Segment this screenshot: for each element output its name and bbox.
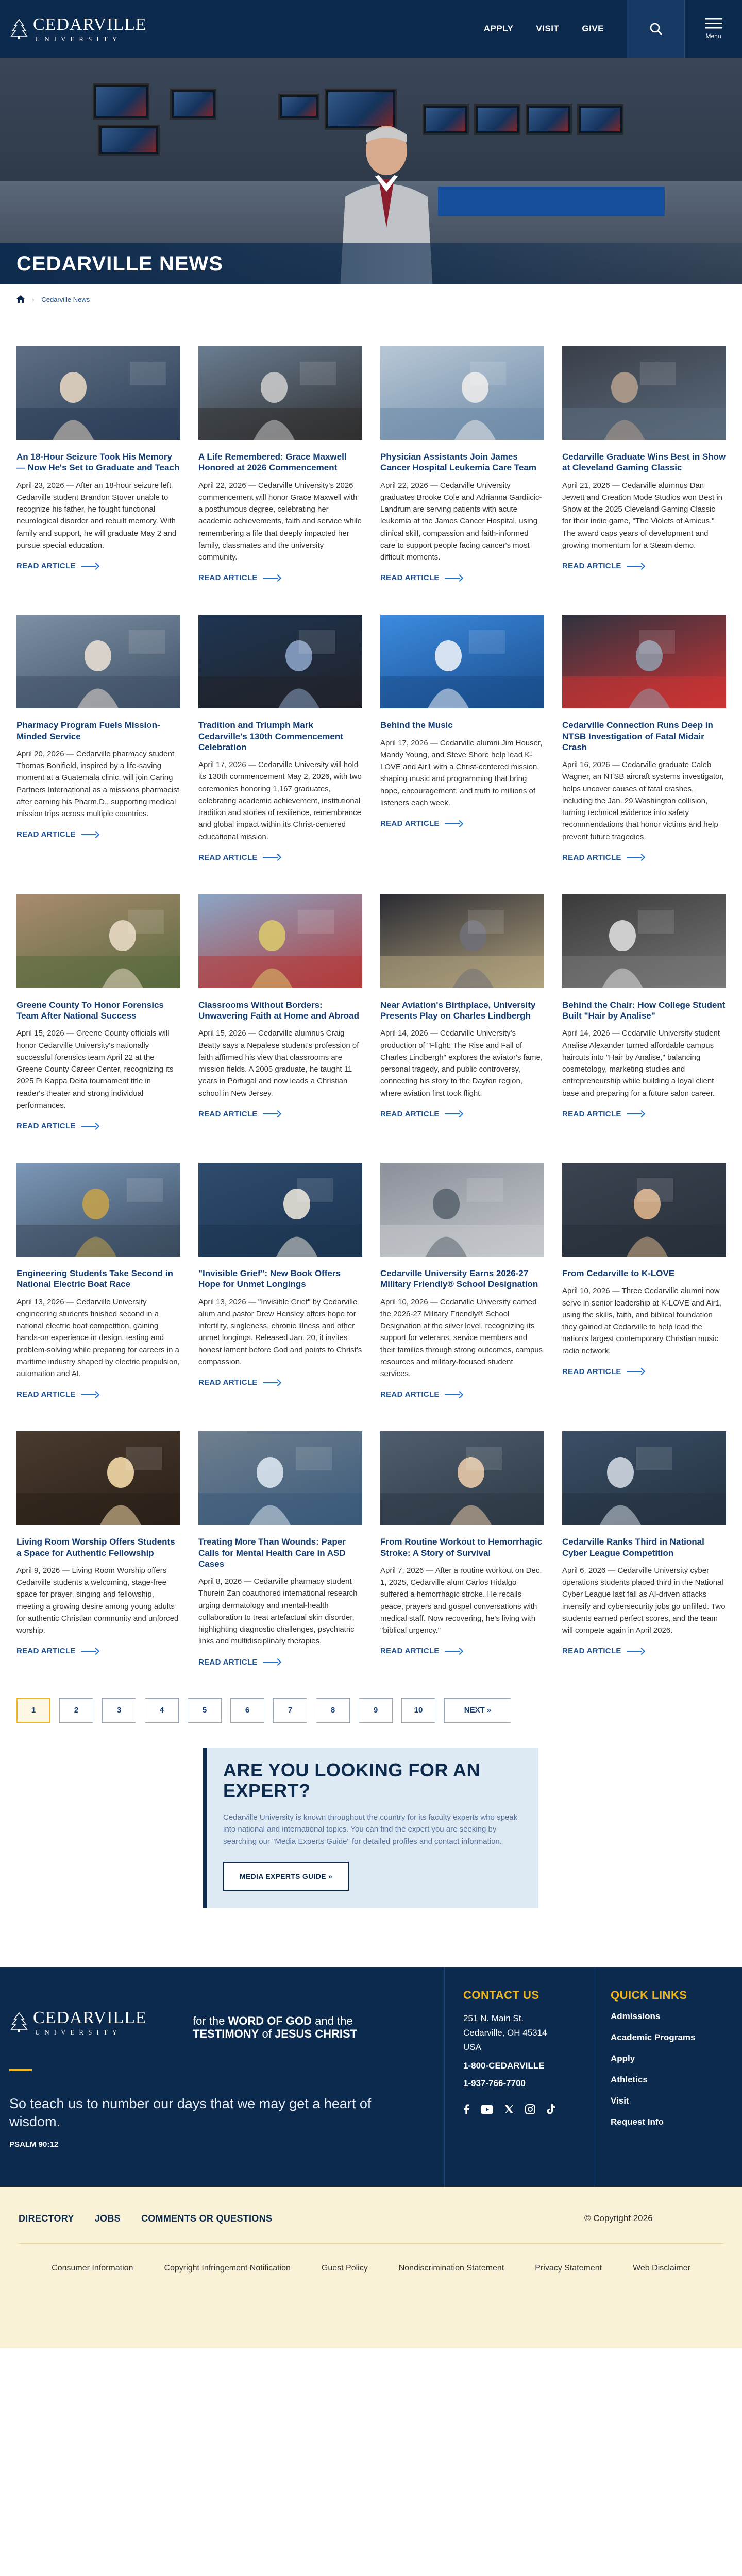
news-card-title[interactable]: From Cedarville to K-LOVE xyxy=(562,1268,675,1278)
cedar-tree-icon xyxy=(10,2012,28,2032)
footer-verse: So teach us to number our days that we may get a heart of wisdom. xyxy=(9,2095,372,2129)
news-card xyxy=(562,615,726,862)
arrow-right-icon xyxy=(627,1648,644,1654)
expert-callout xyxy=(203,1748,538,1908)
news-card-title[interactable]: From Routine Workout to Hemorrhagic Stroke: A Story of Survival xyxy=(380,1537,543,1558)
news-card-summary: April 16, 2026 — Cedarville graduate Caleb Wagner, an NTSB aircraft systems investigator, helps uncover causes of fatal crashes, including the Jan. 29 Washington collision, turning technical evidence into safety recommendations that honor victims and help prevent future tragedies. xyxy=(562,760,724,841)
read-article-link[interactable]: READ ARTICLE xyxy=(198,1658,280,1667)
news-card xyxy=(380,1431,544,1667)
directory-link[interactable]: DIRECTORY xyxy=(19,2213,74,2224)
quick-link-academic-programs[interactable]: Academic Programs xyxy=(611,2032,696,2042)
bottom-nav xyxy=(19,2213,272,2224)
news-card xyxy=(198,1431,362,1667)
footer-tagline: for the WORD OF GOD and the TESTIMONY of JESUS CHRIST xyxy=(193,2014,358,2041)
social-links xyxy=(463,2104,594,2117)
news-card-summary: April 23, 2026 — After an 18-hour seizure left Cedarville student Brandon Stover unable to recognize his father, he fought functional neurological disorder and rebuilt memory. With family and support, he will graduate May 2 and pursue special education. xyxy=(16,481,177,550)
news-card-title[interactable]: Greene County To Honor Forensics Team After National Success xyxy=(16,999,164,1021)
news-card-title[interactable]: "Invisible Grief": New Book Offers Hope for Unmet Longings xyxy=(198,1268,341,1290)
read-article-link[interactable]: READ ARTICLE xyxy=(562,1367,644,1376)
news-card-image[interactable] xyxy=(198,1431,362,1525)
breadcrumb xyxy=(0,284,742,315)
menu-label: Menu xyxy=(705,32,721,40)
news-card-image[interactable] xyxy=(198,1163,362,1257)
news-card xyxy=(380,346,544,583)
news-card-image[interactable] xyxy=(562,894,726,988)
news-card-image[interactable] xyxy=(380,615,544,708)
home-icon[interactable] xyxy=(16,295,25,304)
jobs-link[interactable]: JOBS xyxy=(94,2213,121,2224)
news-card-title[interactable]: An 18-Hour Seizure Took His Memory — Now He's Set to Graduate and Teach xyxy=(16,452,180,473)
page-2-button[interactable]: 2 xyxy=(59,1698,93,1723)
legal-links xyxy=(31,2264,711,2273)
logo-name: CEDARVILLE xyxy=(33,14,147,34)
hero-banner xyxy=(0,58,742,284)
news-card-image[interactable] xyxy=(380,1163,544,1257)
news-card-summary: April 7, 2026 — After a routine workout on Dec. 1, 2025, Cedarville alum Carlos Hidalgo suffered a hemorrhagic stroke. He recalls peace, prayers and gospel conversations with medical staff. Now recovering, he's living with "biblical urgency." xyxy=(380,1566,542,1635)
contact-address: 251 N. Main St. Cedarville, OH 45314 USA xyxy=(463,2013,547,2052)
read-article-link[interactable]: READ ARTICLE xyxy=(16,830,98,839)
nav-visit[interactable]: VISIT xyxy=(536,24,560,33)
site-header xyxy=(0,0,742,58)
nav-apply[interactable]: APPLY xyxy=(483,24,514,33)
quick-link-request-info[interactable]: Request Info xyxy=(611,2116,664,2127)
news-card xyxy=(198,615,362,862)
quick-link-admissions[interactable]: Admissions xyxy=(611,2011,661,2021)
footer-logo-subtitle: UNIVERSITY xyxy=(35,2028,122,2036)
news-card-title[interactable]: Tradition and Triumph Mark Cedarville's 130th Commencement Celebration xyxy=(198,720,343,752)
news-card-title[interactable]: Living Room Worship Offers Students a Space for Authentic Fellowship xyxy=(16,1537,175,1558)
news-card-image[interactable] xyxy=(380,1431,544,1525)
arrow-right-icon xyxy=(263,1111,280,1117)
footer-bottom xyxy=(0,2187,742,2348)
news-card-title[interactable]: Classrooms Without Borders: Unwavering Faith at Home and Abroad xyxy=(198,999,360,1021)
comments-link[interactable]: COMMENTS OR QUESTIONS xyxy=(141,2213,273,2224)
news-card-summary: April 13, 2026 — "Invisible Grief" by Cedarville alum and pastor Drew Hensley offers hope for infertility, singleness, chronic illness and other unmet longings. Released Jan. 20, it invites honest lament before God and points to Christ's compassion. xyxy=(198,1297,362,1366)
search-icon xyxy=(649,22,663,36)
news-card-title[interactable]: Engineering Students Take Second in National Electric Boat Race xyxy=(16,1268,173,1290)
footer-contact xyxy=(444,1967,594,2187)
arrow-right-icon xyxy=(81,1123,98,1129)
tiktok-icon[interactable] xyxy=(547,2104,556,2117)
page-8-button[interactable]: 8 xyxy=(316,1698,350,1723)
read-article-link[interactable]: READ ARTICLE xyxy=(380,819,462,828)
news-card-image[interactable] xyxy=(562,1163,726,1257)
news-card-image[interactable] xyxy=(16,615,180,708)
media-experts-button[interactable]: MEDIA EXPERTS GUIDE » xyxy=(223,1862,349,1891)
expert-title: ARE YOU LOOKING FOR AN EXPERT? xyxy=(223,1759,481,1801)
footer-logo-name: CEDARVILLE xyxy=(33,2008,147,2027)
read-article-link[interactable]: READ ARTICLE xyxy=(198,573,280,582)
page-title: CEDARVILLE NEWS xyxy=(16,252,223,275)
expert-body: Cedarville University is known throughout the country for its faculty experts who speak into national and international topics. You can find the expert you are seeking by searching our "Media Experts Guide" for detailed profiles and contact information. xyxy=(223,1813,518,1846)
search-button[interactable] xyxy=(627,0,684,58)
news-card xyxy=(562,1163,726,1399)
news-card xyxy=(562,346,726,583)
instagram-icon[interactable] xyxy=(525,2104,535,2117)
news-card-summary: April 17, 2026 — Cedarville University will hold its 130th commencement May 2, 2026, with two ceremonies honoring 1,167 graduates, celebrating academic achievement, institutional tradition and stories of resilience, remembrance and global impact within its Christ-centered educational mission. xyxy=(198,760,362,841)
news-card-summary: April 10, 2026 — Cedarville University earned the 2026-27 Military Friendly® School Designation at the silver level, recognizing its support for veterans, service members and their families through strong outcomes, campus resources and military-focused student services. xyxy=(380,1297,543,1378)
arrow-right-icon xyxy=(81,1648,98,1654)
arrow-right-icon xyxy=(627,1111,644,1117)
arrow-right-icon xyxy=(263,1380,280,1386)
news-card-image[interactable] xyxy=(198,615,362,708)
news-card-summary: April 21, 2026 — Cedarville alumnus Dan Jewett and Creation Mode Studios won Best in Show at the 2025 Cleveland Gaming Classic for their indie game, "The Violets of Amicus." The award caps years of development and growing momentum for a Steam demo. xyxy=(562,481,723,550)
read-article-link[interactable]: READ ARTICLE xyxy=(198,1378,280,1387)
nav-give[interactable]: GIVE xyxy=(582,24,604,33)
news-card-image[interactable] xyxy=(16,1431,180,1525)
arrow-right-icon xyxy=(445,821,462,827)
read-article-link[interactable]: READ ARTICLE xyxy=(16,562,98,570)
news-card-image[interactable] xyxy=(562,346,726,440)
news-card-title[interactable]: Cedarville Ranks Third in National Cyber League Competition xyxy=(562,1537,704,1558)
news-card xyxy=(380,615,544,862)
arrow-right-icon xyxy=(81,563,98,569)
quick-link-visit[interactable]: Visit xyxy=(611,2095,629,2106)
page-9-button[interactable]: 9 xyxy=(359,1698,393,1723)
news-card-summary: April 14, 2026 — Cedarville University's production of "Flight: The Rise and Fall of Charles Lindbergh" explores the aviator's fame, personal tragedy, and public controversy, connecting his story to the Dayton region, where aviation first took flight. xyxy=(380,1029,543,1098)
arrow-right-icon xyxy=(445,575,462,581)
menu-button[interactable] xyxy=(684,0,742,58)
phone-local[interactable]: 1-937-766-7700 xyxy=(463,2078,526,2089)
read-article-link[interactable]: READ ARTICLE xyxy=(16,1390,98,1399)
news-card-title[interactable]: A Life Remembered: Grace Maxwell Honored at 2026 Commencement xyxy=(198,452,347,473)
news-card-summary: April 6, 2026 — Cedarville University cyber operations students placed third in the National Cyber League last fall as AI-driven attacks intensify and cybersecurity jobs go unfilled. Two students earned perfect scores, and the team will compete again in April 2026. xyxy=(562,1566,726,1635)
facebook-icon[interactable] xyxy=(463,2104,469,2117)
arrow-right-icon xyxy=(445,1111,462,1117)
page-1-button[interactable]: 1 xyxy=(16,1698,50,1723)
news-card xyxy=(16,1163,180,1399)
logo-subtitle: UNIVERSITY xyxy=(35,35,122,43)
legal-web-disclaimer[interactable]: Web Disclaimer xyxy=(633,2263,690,2273)
legal-copyright-notice[interactable]: Copyright Infringement Notification xyxy=(164,2263,291,2273)
news-card-title[interactable]: Behind the Chair: How College Student Built "Hair by Analise" xyxy=(562,999,726,1021)
news-card-image[interactable] xyxy=(380,346,544,440)
read-article-link[interactable]: READ ARTICLE xyxy=(16,1647,98,1655)
youtube-icon[interactable] xyxy=(481,2105,493,2116)
news-card-summary: April 9, 2026 — Living Room Worship offers Cedarville students a welcoming, stage-free space for prayer, singing and fellowship, meeting a growing desire among young adults for authentic Christian community and unforced worship. xyxy=(16,1566,179,1635)
quick-link-athletics[interactable]: Athletics xyxy=(611,2074,648,2084)
read-article-link[interactable]: READ ARTICLE xyxy=(198,1110,280,1118)
cedar-tree-icon xyxy=(10,19,28,39)
news-card-summary: April 20, 2026 — Cedarville pharmacy student Thomas Bonifield, inspired by a life-saving moment at a Guatemala clinic, will join Caring Partners International as a missions pharmacist after earning his Pharm.D., supporting medical mission trips across multiple countries. xyxy=(16,749,179,818)
page-3-button[interactable]: 3 xyxy=(102,1698,136,1723)
news-card-summary: April 17, 2026 — Cedarville alumni Jim Houser, Mandy Young, and Steve Shore help lead K-LOVE and Air1 with a Christ-centered mission, shaping music and programming that bring hope, encouragement, and truth to millions of listeners each week. xyxy=(380,738,543,807)
news-card-summary: April 13, 2026 — Cedarville University engineering students finished second in a national electric boat competition, gaining hands-on experience in design, testing and problem-solving while preparing for careers in a maritime industry shaped by electric propulsion, automation and AI. xyxy=(16,1297,180,1378)
read-article-link[interactable]: READ ARTICLE xyxy=(562,853,644,862)
arrow-right-icon xyxy=(263,854,280,860)
pagination xyxy=(0,1667,742,1723)
news-card xyxy=(16,346,180,583)
news-card xyxy=(198,346,362,583)
news-card-summary: April 22, 2026 — Cedarville University's 2026 commencement will honor Grace Maxwell with a posthumous degree, celebrating her academic achievements, faith and service while remembering a life that deeply impacted her family, classmates and the university community. xyxy=(198,481,362,562)
site-footer xyxy=(0,1967,742,2187)
read-article-link[interactable]: READ ARTICLE xyxy=(562,1647,644,1655)
arrow-right-icon xyxy=(263,575,280,581)
news-card-summary: April 8, 2026 — Cedarville pharmacy student Thurein Zan coauthored international research urging dermatology and mental-health collaboration to treat artefactual skin disorder, highlighting diagnostic challenges, psychiatric links and multidisciplinary therapies. xyxy=(198,1577,358,1646)
arrow-right-icon xyxy=(81,1392,98,1398)
x-twitter-icon[interactable] xyxy=(504,2105,514,2116)
arrow-right-icon xyxy=(627,1368,644,1375)
copyright: © Copyright 2026 xyxy=(584,2213,653,2223)
footer-logo[interactable] xyxy=(10,2009,147,2036)
page-6-button[interactable]: 6 xyxy=(230,1698,264,1723)
news-card xyxy=(198,1163,362,1399)
news-card-title[interactable]: Physician Assistants Join James Cancer Hospital Leukemia Care Team xyxy=(380,452,536,473)
arrow-right-icon xyxy=(445,1648,462,1654)
footer-verse-ref: PSALM 90:12 xyxy=(9,2140,59,2149)
news-card xyxy=(16,894,180,1131)
news-card-title[interactable]: Behind the Music xyxy=(380,720,453,731)
news-card xyxy=(380,1163,544,1399)
read-article-link[interactable]: READ ARTICLE xyxy=(380,1390,462,1399)
breadcrumb-current[interactable]: Cedarville News xyxy=(41,296,90,303)
read-article-link[interactable]: READ ARTICLE xyxy=(380,1110,462,1118)
news-card-image[interactable] xyxy=(562,615,726,708)
news-card xyxy=(16,1431,180,1667)
top-nav xyxy=(484,0,742,58)
arrow-right-icon xyxy=(627,563,644,569)
news-card-image[interactable] xyxy=(16,894,180,988)
read-article-link[interactable]: READ ARTICLE xyxy=(562,1110,644,1118)
news-card-image[interactable] xyxy=(16,346,180,440)
read-article-link[interactable]: READ ARTICLE xyxy=(380,1647,462,1655)
news-card-summary: April 15, 2026 — Cedarville alumnus Craig Beatty says a Nepalese student's profession of faith affirmed his view that classrooms are mission fields. A 2005 graduate, he taught 11 years in Portugal and now leads a Christian school in New Jersey. xyxy=(198,1029,359,1098)
news-card-title[interactable]: Cedarville Connection Runs Deep in NTSB Investigation of Fatal Midair Crash xyxy=(562,720,713,752)
arrow-right-icon xyxy=(263,1659,280,1665)
legal-consumer-info[interactable]: Consumer Information xyxy=(52,2263,133,2273)
news-card-image[interactable] xyxy=(198,894,362,988)
page-5-button[interactable]: 5 xyxy=(188,1698,222,1723)
read-article-link[interactable]: READ ARTICLE xyxy=(380,573,462,582)
news-card-image[interactable] xyxy=(198,346,362,440)
read-article-link[interactable]: READ ARTICLE xyxy=(16,1122,98,1130)
quick-link-apply[interactable]: Apply xyxy=(611,2053,635,2063)
legal-privacy[interactable]: Privacy Statement xyxy=(535,2263,602,2273)
news-card xyxy=(380,894,544,1131)
news-card xyxy=(562,894,726,1131)
news-card-title[interactable]: Near Aviation's Birthplace, University Presents Play on Charles Lindbergh xyxy=(380,999,536,1021)
site-logo[interactable] xyxy=(10,16,147,42)
legal-guest-policy[interactable]: Guest Policy xyxy=(321,2263,368,2273)
news-card xyxy=(16,615,180,862)
news-card-summary: April 15, 2026 — Greene County officials will honor Cedarville University's nationally successful forensics team April 22 at the Greene County Career Center, recognizing its 2025 Pi Kappa Delta tournament title in reader's theater and strong individual performances. xyxy=(16,1029,174,1110)
read-article-link[interactable]: READ ARTICLE xyxy=(198,853,280,862)
news-card-title[interactable]: Cedarville Graduate Wins Best in Show at Cleveland Gaming Classic xyxy=(562,452,726,473)
news-card-title[interactable]: Treating More Than Wounds: Paper Calls for Mental Health Care in ASD Cases xyxy=(198,1537,346,1569)
read-article-link[interactable]: READ ARTICLE xyxy=(562,562,644,570)
footer-divider xyxy=(9,2069,32,2071)
news-card-image[interactable] xyxy=(380,894,544,988)
page-4-button[interactable]: 4 xyxy=(145,1698,179,1723)
bottom-divider xyxy=(19,2243,723,2244)
footer-quick-links xyxy=(594,1967,742,2187)
next-page-button[interactable]: NEXT » xyxy=(444,1698,511,1723)
arrow-right-icon xyxy=(81,832,98,838)
legal-nondiscrimination[interactable]: Nondiscrimination Statement xyxy=(398,2263,504,2273)
news-card-image[interactable] xyxy=(16,1163,180,1257)
news-card xyxy=(198,894,362,1131)
news-grid xyxy=(0,315,742,1667)
news-card-title[interactable]: Pharmacy Program Fuels Mission-Minded Service xyxy=(16,720,160,741)
news-card-summary: April 22, 2026 — Cedarville University graduates Brooke Cole and Adrianna Gardiicic-Landrum are serving patients with acute leukemia at the James Cancer Hospital, using clinical skill, compassion and faith-informed care to support people facing cancer's most difficult moments. xyxy=(380,481,542,562)
arrow-right-icon xyxy=(627,854,644,860)
phone-tollfree[interactable]: 1-800-CEDARVILLE xyxy=(463,2061,545,2071)
news-card-title[interactable]: Cedarville University Earns 2026-27 Military Friendly® School Designation xyxy=(380,1268,538,1290)
news-card-image[interactable] xyxy=(562,1431,726,1525)
arrow-right-icon xyxy=(445,1392,462,1398)
contact-heading: CONTACT US xyxy=(463,1988,539,2002)
page-7-button[interactable]: 7 xyxy=(273,1698,307,1723)
chevron-right-icon: › xyxy=(32,296,35,303)
news-card-summary: April 14, 2026 — Cedarville University student Analise Alexander turned affordable campus haircuts into "Hair by Analise," balancing cosmetology, marketing studies and entrepreneurship while building a loyal client base and preparing for a future salon career. xyxy=(562,1029,720,1098)
page-10-button[interactable]: 10 xyxy=(401,1698,435,1723)
news-card-summary: April 10, 2026 — Three Cedarville alumni now serve in senior leadership at K-LOVE and Air1, using the skills, faith, and biblical foundation they gained at Cedarville to help lead the nation's largest contemporary Christian music radio network. xyxy=(562,1286,722,1355)
quick-links-heading: QUICK LINKS xyxy=(611,1988,687,2002)
hero-title-bar xyxy=(0,243,742,284)
news-card xyxy=(562,1431,726,1667)
hamburger-icon xyxy=(705,18,722,29)
